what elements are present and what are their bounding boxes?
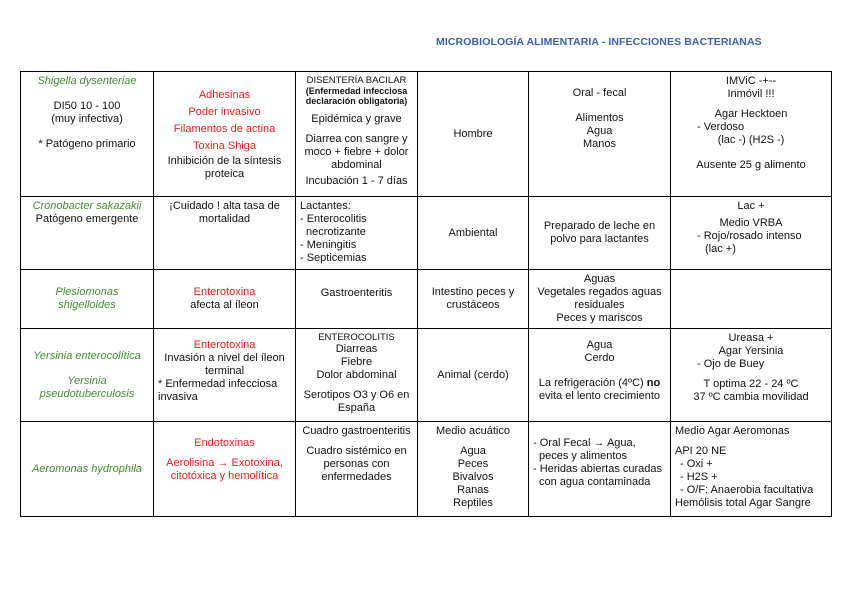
transmission-line: Peces y mariscos xyxy=(556,312,643,324)
diagnosis-line: Ureasa + xyxy=(728,332,774,344)
virulence-factor: Filamentos de actina xyxy=(173,123,276,135)
reservoir-cell xyxy=(418,329,529,422)
transmission-line: Preparado de leche en xyxy=(543,220,656,232)
diagnosis-cell xyxy=(671,197,832,270)
page-title: MICROBIOLOGÍA ALIMENTARIA - INFECCIONES BACTERIANAS xyxy=(436,36,762,48)
virulence-note: proteica xyxy=(204,168,245,180)
transmission-line: Cerdo xyxy=(584,352,615,364)
virulence-factor: citotóxica y hemolítica xyxy=(170,470,279,482)
transmission-cell xyxy=(529,197,671,270)
transmission-text: La refrigeración (4ºC) xyxy=(538,377,644,389)
virulence-note: * Enfermedad infecciosa xyxy=(158,378,278,390)
disease-line: - Enterocolitis xyxy=(300,213,367,225)
virulence-cell xyxy=(154,270,296,329)
diagnosis-line: 37 ºC cambia movilidad xyxy=(693,391,809,403)
organism-name: Shigella dysenteriae xyxy=(37,75,137,87)
diagnosis-line: - Oxi + xyxy=(680,458,713,470)
reservoir-cell xyxy=(418,72,529,197)
transmission-line: Alimentos xyxy=(575,112,624,124)
table-row xyxy=(21,329,832,422)
disease-cell xyxy=(296,197,418,270)
transmission-line: Agua xyxy=(586,339,613,351)
transmission-line xyxy=(533,377,666,390)
diagnosis-line: - H2S + xyxy=(680,471,718,483)
disease-line: personas con xyxy=(323,458,390,470)
diagnosis-cell xyxy=(671,329,832,422)
table-row xyxy=(21,72,832,197)
transmission-line: peces y alimentos xyxy=(539,450,628,462)
virulence-note: afecta al íleon xyxy=(190,299,259,311)
organism-note: * Patógeno primario xyxy=(38,138,136,150)
transmission-emphasis: no xyxy=(646,377,661,389)
virulence-cell xyxy=(154,72,296,197)
disease-heading: DISENTERÍA BACILAR xyxy=(306,75,407,86)
virulence-factor: Enterotoxina xyxy=(193,339,256,351)
transmission-line: polvo para lactantes xyxy=(550,233,649,245)
virulence-factor: Adhesinas xyxy=(198,89,251,101)
table-row xyxy=(21,197,832,270)
organism-note: (muy infectiva) xyxy=(51,113,123,125)
transmission-line: con agua contaminada xyxy=(539,476,651,488)
disease-line: - Septicemias xyxy=(300,252,367,264)
transmission-line: residuales xyxy=(574,299,625,311)
disease-line: - Meningitis xyxy=(300,239,357,251)
disease-line: Diarrea con sangre y xyxy=(305,133,408,145)
diagnosis-line: Lac + xyxy=(737,200,765,212)
disease-line: Cuadro sistémico en xyxy=(306,445,407,457)
transmission-cell xyxy=(529,270,671,329)
transmission-cell xyxy=(529,329,671,422)
transmission-cell xyxy=(529,422,671,517)
disease-line: Dolor abdominal xyxy=(316,369,397,381)
disease-line: Gastroenteritis xyxy=(320,286,393,299)
virulence-note: mortalidad xyxy=(198,213,251,225)
diagnosis-line: (lac -) (H2S -) xyxy=(717,134,785,146)
transmission-line: Aguas xyxy=(583,273,616,285)
reservoir-line: Ambiental xyxy=(448,226,498,239)
virulence-note: Invasión a nivel del íleon xyxy=(164,352,285,364)
disease-line: enfermedades xyxy=(321,471,392,483)
reservoir-cell xyxy=(418,422,529,517)
organism-note: DI50 10 - 100 xyxy=(53,100,121,112)
organism-name: shigelloides xyxy=(58,299,116,311)
reservoir-line: Animal (cerdo) xyxy=(437,368,509,381)
organism-name: Aeromonas hydrophila xyxy=(31,462,143,475)
disease-line: Epidémica y grave xyxy=(311,113,402,125)
virulence-note: ¡Cuidado ! alta tasa de xyxy=(169,200,280,212)
reservoir-line: Intestino peces y xyxy=(431,286,515,298)
virulence-note: terminal xyxy=(204,365,245,377)
diagnosis-line: Agar Hecktoen xyxy=(714,108,788,120)
diagnosis-cell xyxy=(671,270,832,329)
disease-cell xyxy=(296,422,418,517)
diagnosis-line: Inmóvil !!! xyxy=(727,88,775,100)
infections-table xyxy=(20,71,832,517)
diagnosis-line: Medio Agar Aeromonas xyxy=(675,425,790,437)
transmission-line: Oral - fecal xyxy=(572,87,627,99)
disease-line: moco + fiebre + dolor xyxy=(304,146,409,158)
reservoir-line: Hombre xyxy=(453,127,493,140)
disease-line: Cuadro gastroenteritis xyxy=(302,425,411,437)
disease-heading-note: declaración obligatoria) xyxy=(305,96,408,106)
transmission-line: - Heridas abiertas curadas xyxy=(533,463,663,475)
transmission-line: Manos xyxy=(582,138,617,150)
table-row xyxy=(21,270,832,329)
transmission-line: evita el lento crecimiento xyxy=(538,390,661,402)
organism-note: Patógeno emergente xyxy=(35,213,139,225)
virulence-factor: Enterotoxina xyxy=(193,286,256,298)
reservoir-line: Peces xyxy=(457,458,489,470)
disease-heading: ENTEROCOLITIS xyxy=(318,332,395,343)
diagnosis-line: - O/F: Anaerobia facultativa xyxy=(680,484,814,496)
diagnosis-line: T optima 22 - 24 ºC xyxy=(703,378,799,390)
diagnosis-cell xyxy=(671,72,832,197)
transmission-line: Agua xyxy=(586,125,613,137)
organism-cell xyxy=(21,329,154,422)
table-row xyxy=(21,422,832,517)
diagnosis-line: API 20 NE xyxy=(675,445,727,457)
diagnosis-line: Hemólisis total Agar Sangre xyxy=(675,497,811,509)
reservoir-cell xyxy=(418,270,529,329)
organism-cell xyxy=(21,197,154,270)
virulence-factor: Aerolisina → Exotoxina, xyxy=(166,457,283,469)
diagnosis-line: - Verdoso xyxy=(697,121,745,133)
diagnosis-line: Medio VRBA xyxy=(719,217,783,229)
transmission-line: - Oral Fecal → Agua, xyxy=(533,437,636,449)
disease-cell xyxy=(296,329,418,422)
virulence-factor: Endotoxinas xyxy=(194,437,255,449)
transmission-line: Vegetales regados aguas xyxy=(537,286,662,298)
diagnosis-line: - Rojo/rosado intenso xyxy=(697,230,802,242)
disease-line: Serotipos O3 y O6 en xyxy=(303,389,410,401)
diagnosis-line: - Ojo de Buey xyxy=(697,358,765,370)
virulence-cell xyxy=(154,197,296,270)
virulence-cell xyxy=(154,329,296,422)
reservoir-line: Medio acuático xyxy=(436,425,510,437)
organism-name: Yersinia xyxy=(67,374,107,387)
diagnosis-line: Agar Yersinia xyxy=(718,345,784,357)
diagnosis-line: Ausente 25 g alimento xyxy=(696,159,806,171)
reservoir-line: Agua xyxy=(460,445,486,457)
virulence-note: invasiva xyxy=(158,391,198,403)
virulence-note: Inhibición de la síntesis xyxy=(167,155,282,167)
disease-cell xyxy=(296,72,418,197)
disease-line: abdominal xyxy=(331,159,382,171)
organism-name: pseudotuberculosis xyxy=(39,387,135,400)
organism-cell xyxy=(21,270,154,329)
reservoir-line: Ranas xyxy=(457,484,489,496)
diagnosis-cell xyxy=(671,422,832,517)
reservoir-line: Reptiles xyxy=(453,497,493,509)
disease-line: Diarreas xyxy=(335,343,378,355)
organism-name: Yersinia enterocolítica xyxy=(33,349,141,362)
diagnosis-line: IMViC -+-- xyxy=(725,75,777,87)
disease-heading-note: (Enfermedad infecciosa xyxy=(305,86,408,96)
disease-line: Incubación 1 - 7 días xyxy=(305,175,408,187)
disease-line: España xyxy=(337,402,376,414)
transmission-cell xyxy=(529,72,671,197)
virulence-factor: Toxina Shiga xyxy=(193,140,256,152)
virulence-cell xyxy=(154,422,296,517)
organism-name: Plesiomonas xyxy=(55,286,119,298)
organism-cell xyxy=(21,72,154,197)
reservoir-line: Bivalvos xyxy=(452,471,494,483)
organism-name: Cronobacter sakazakii xyxy=(32,200,142,212)
diagnosis-line: (lac +) xyxy=(705,243,736,255)
disease-line: Fiebre xyxy=(340,356,373,368)
disease-line: necrotizante xyxy=(306,226,366,238)
disease-line: Lactantes: xyxy=(300,200,351,212)
organism-cell xyxy=(21,422,154,517)
reservoir-cell xyxy=(418,197,529,270)
virulence-factor: Poder invasivo xyxy=(188,106,261,118)
disease-cell xyxy=(296,270,418,329)
reservoir-line: crustáceos xyxy=(446,299,500,311)
